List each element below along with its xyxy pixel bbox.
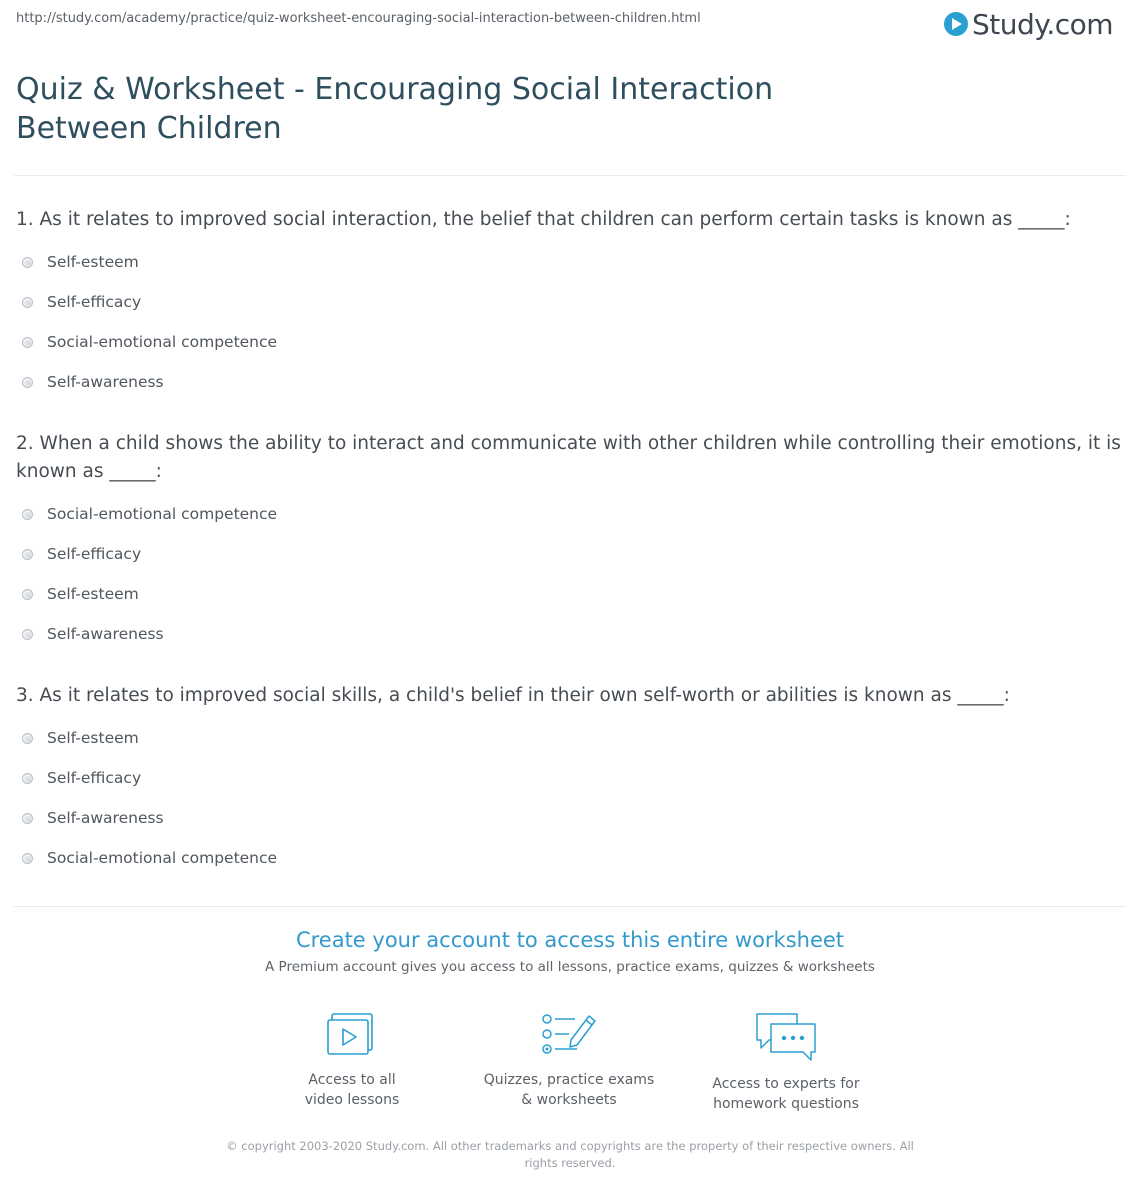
answer-label: Self-efficacy <box>47 769 142 787</box>
answer-label: Self-esteem <box>47 253 139 271</box>
answer-label: Social-emotional competence <box>47 505 278 523</box>
radio-button[interactable] <box>22 629 33 640</box>
feature-video-lessons <box>252 1010 452 1110</box>
radio-button[interactable] <box>22 589 33 600</box>
answer-label: Self-efficacy <box>47 293 142 311</box>
divider <box>14 906 1126 907</box>
chat-bubbles-icon <box>753 1010 819 1062</box>
radio-button[interactable] <box>22 733 33 744</box>
answer-label: Social-emotional competence <box>47 333 278 351</box>
question-2-text: 2. When a child shows the ability to interact and communicate with other children while controlling their emotions, it is known as _____: <box>16 433 1121 482</box>
video-lessons-icon <box>324 1010 380 1058</box>
feature-experts <box>686 1010 886 1114</box>
page-url: http://study.com/academy/practice/quiz-worksheet-encouraging-social-interaction-between-children.html <box>16 11 701 26</box>
feature-label: Quizzes, practice exams & worksheets <box>483 1072 655 1108</box>
study-logo[interactable] <box>944 6 1113 42</box>
play-circle-icon <box>944 12 968 36</box>
radio-button[interactable] <box>22 853 33 864</box>
feature-quizzes <box>469 1010 669 1110</box>
page-title: Quiz & Worksheet - Encouraging Social Interaction Between Children <box>16 72 774 146</box>
answer-option[interactable] <box>22 806 277 846</box>
radio-button[interactable] <box>22 337 33 348</box>
question-3-options <box>22 726 277 886</box>
feature-label: Access to experts for homework questions <box>712 1076 860 1112</box>
radio-button[interactable] <box>22 773 33 784</box>
question-1-text: 1. As it relates to improved social interaction, the belief that children can perform certain tasks is known as _____: <box>16 209 1071 230</box>
answer-option[interactable] <box>22 542 277 582</box>
answer-label: Self-esteem <box>47 729 139 747</box>
answer-option[interactable] <box>22 250 277 290</box>
answer-label: Self-awareness <box>47 809 164 827</box>
radio-button[interactable] <box>22 297 33 308</box>
premium-description: A Premium account gives you access to all lessons, practice exams, quizzes & worksheets <box>265 959 875 975</box>
answer-label: Self-efficacy <box>47 545 142 563</box>
answer-option[interactable] <box>22 370 277 410</box>
answer-label: Social-emotional competence <box>47 849 278 867</box>
answer-option[interactable] <box>22 330 277 370</box>
answer-option[interactable] <box>22 582 277 622</box>
answer-option[interactable] <box>22 622 277 662</box>
feature-label: Access to all video lessons <box>304 1072 400 1108</box>
question-2-options <box>22 502 277 662</box>
quiz-checklist-icon <box>539 1010 599 1058</box>
answer-option[interactable] <box>22 766 277 806</box>
copyright-notice: © copyright 2003-2020 Study.com. All other trademarks and copyrights are the property of their respective owners. All rights reserved. <box>226 1139 914 1170</box>
radio-button[interactable] <box>22 257 33 268</box>
radio-button[interactable] <box>22 377 33 388</box>
logo-text: Study.com <box>972 7 1114 41</box>
radio-button[interactable] <box>22 509 33 520</box>
answer-label: Self-esteem <box>47 585 139 603</box>
answer-option[interactable] <box>22 846 277 886</box>
create-account-link[interactable]: Create your account to access this entire worksheet <box>295 928 845 952</box>
question-3-text: 3. As it relates to improved social skills, a child's belief in their own self-worth or abilities is known as _____: <box>16 685 1010 706</box>
answer-option[interactable] <box>22 726 277 766</box>
question-1-options <box>22 250 277 410</box>
answer-label: Self-awareness <box>47 625 164 643</box>
radio-button[interactable] <box>22 813 33 824</box>
radio-button[interactable] <box>22 549 33 560</box>
answer-option[interactable] <box>22 502 277 542</box>
divider <box>14 175 1126 176</box>
answer-label: Self-awareness <box>47 373 164 391</box>
answer-option[interactable] <box>22 290 277 330</box>
